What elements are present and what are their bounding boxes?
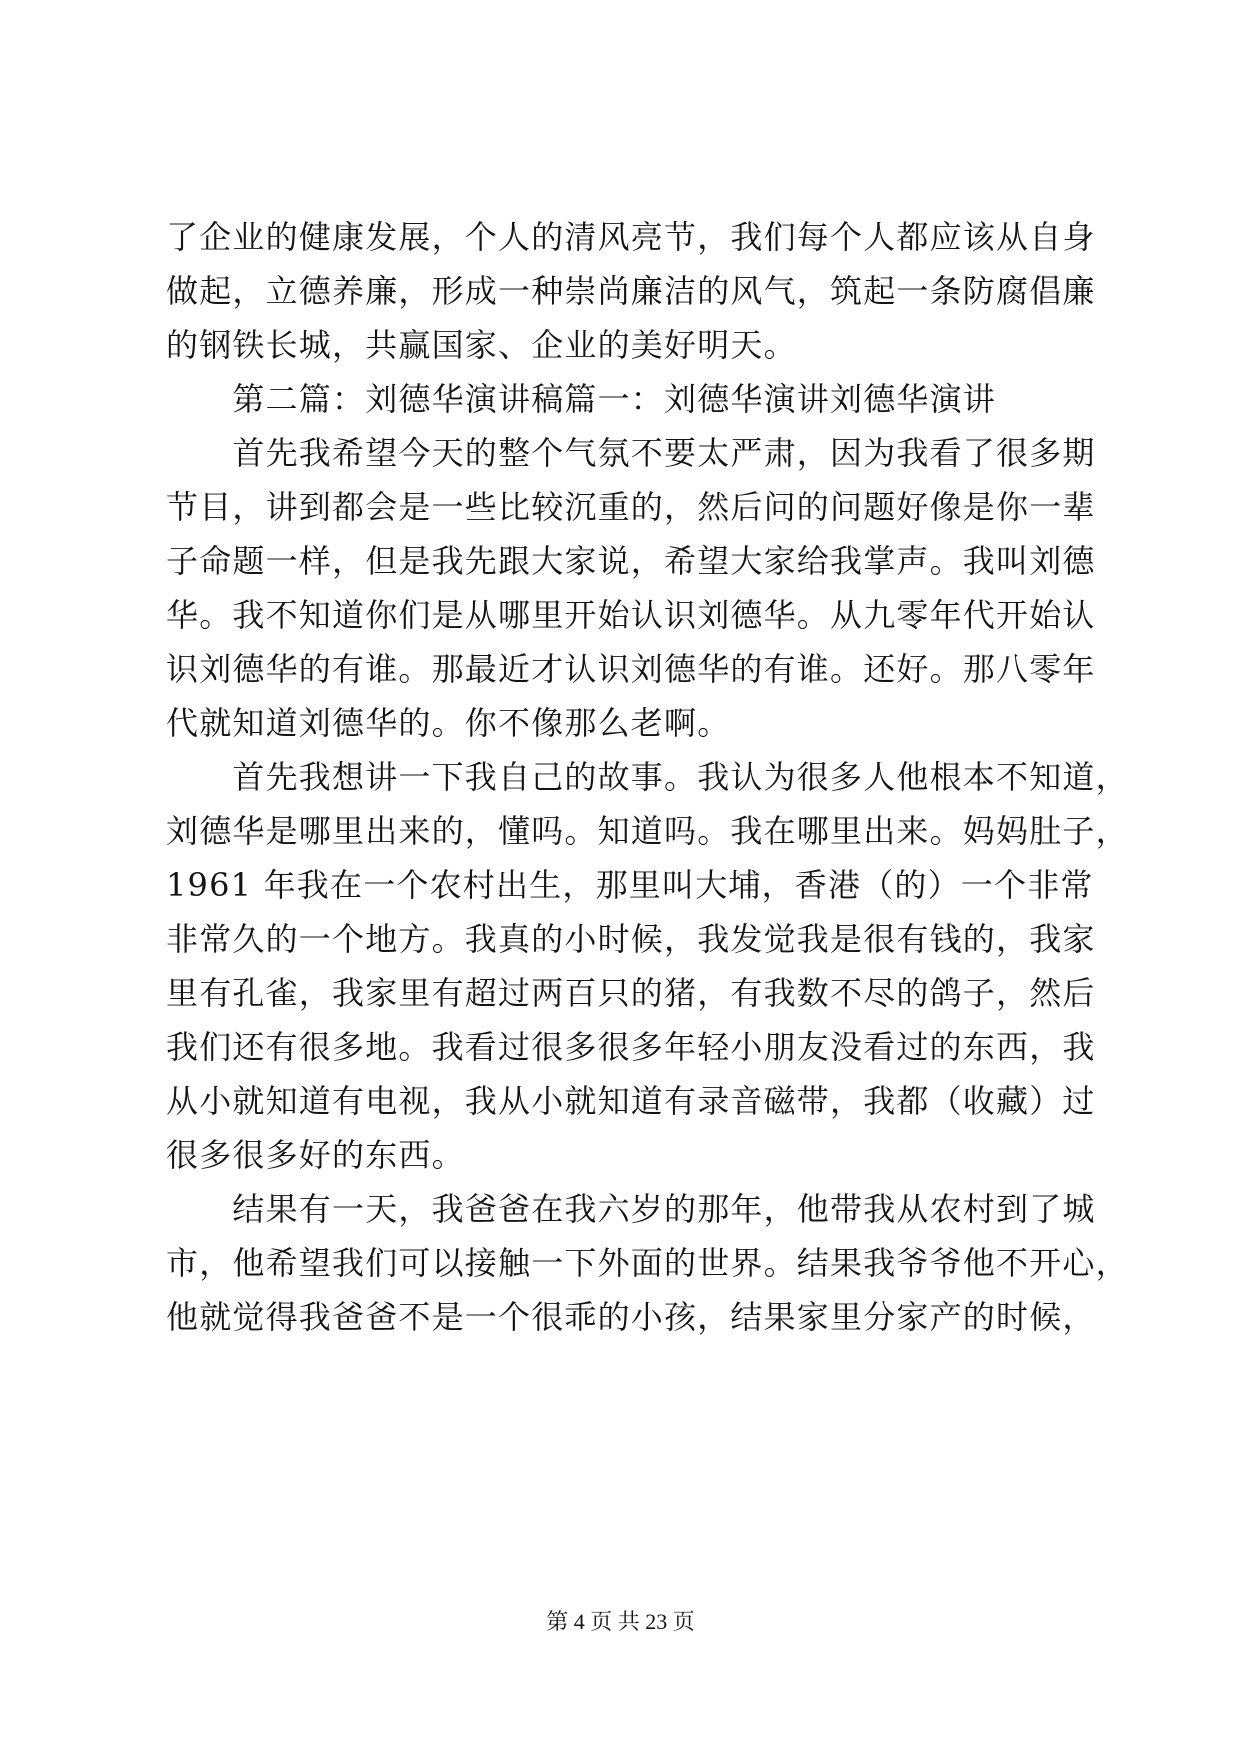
text-line: 结果有一天，我爸爸在我六岁的那年，他带我从农村到了城 (166, 1190, 1096, 1228)
text-line: 了企业的健康发展，个人的清风亮节，我们每个人都应该从自身 (166, 218, 1096, 256)
text-line: 华。我不知道你们是从哪里开始认识刘德华。从九零年代开始认 (166, 596, 1096, 634)
text-line: 很多很多好的东西。 (166, 1136, 465, 1174)
text-line: 刘德华是哪里出来的，懂吗。知道吗。我在哪里出来。妈妈肚子， (166, 812, 1129, 850)
text-line: 里有孔雀，我家里有超过两百只的猪，有我数不尽的鸽子，然后 (166, 974, 1096, 1012)
text-line: 首先我想讲一下我自己的故事。我认为很多人他根本不知道， (166, 758, 1129, 796)
text-line: 从小就知道有电视，我从小就知道有录音磁带，我都（收藏）过 (166, 1082, 1096, 1120)
text-line: 节目，讲到都会是一些比较沉重的，然后问的问题好像是你一辈 (166, 488, 1096, 526)
text-line: 首先我希望今天的整个气氛不要太严肃，因为我看了很多期 (166, 434, 1096, 472)
text-line: 代就知道刘德华的。你不像那么老啊。 (166, 704, 731, 742)
text-line: 他就觉得我爸爸不是一个很乖的小孩，结果家里分家产的时候， (166, 1298, 1096, 1336)
text-line: 做起，立德养廉，形成一种崇尚廉洁的风气，筑起一条防腐倡廉 (166, 272, 1096, 310)
text-line: 非常久的一个地方。我真的小时候，我发觉我是很有钱的，我家 (166, 920, 1096, 958)
text-line: 市，他希望我们可以接触一下外面的世界。结果我爷爷他不开心， (166, 1244, 1129, 1282)
text-line: 1961 年我在一个农村出生，那里叫大埔，香港（的）一个非常 (166, 866, 1094, 904)
text-line: 识刘德华的有谁。那最近才认识刘德华的有谁。还好。那八零年 (166, 650, 1096, 688)
text-line: 子命题一样，但是我先跟大家说，希望大家给我掌声。我叫刘德 (166, 542, 1096, 580)
text-line: 第二篇：刘德华演讲稿篇一：刘德华演讲刘德华演讲 (166, 380, 997, 418)
text-line: 我们还有很多地。我看过很多很多年轻小朋友没看过的东西，我 (166, 1028, 1096, 1066)
text-line: 的钢铁长城，共赢国家、企业的美好明天。 (166, 326, 797, 364)
page-footer: 第 4 页 共 23 页 (546, 1609, 695, 1634)
